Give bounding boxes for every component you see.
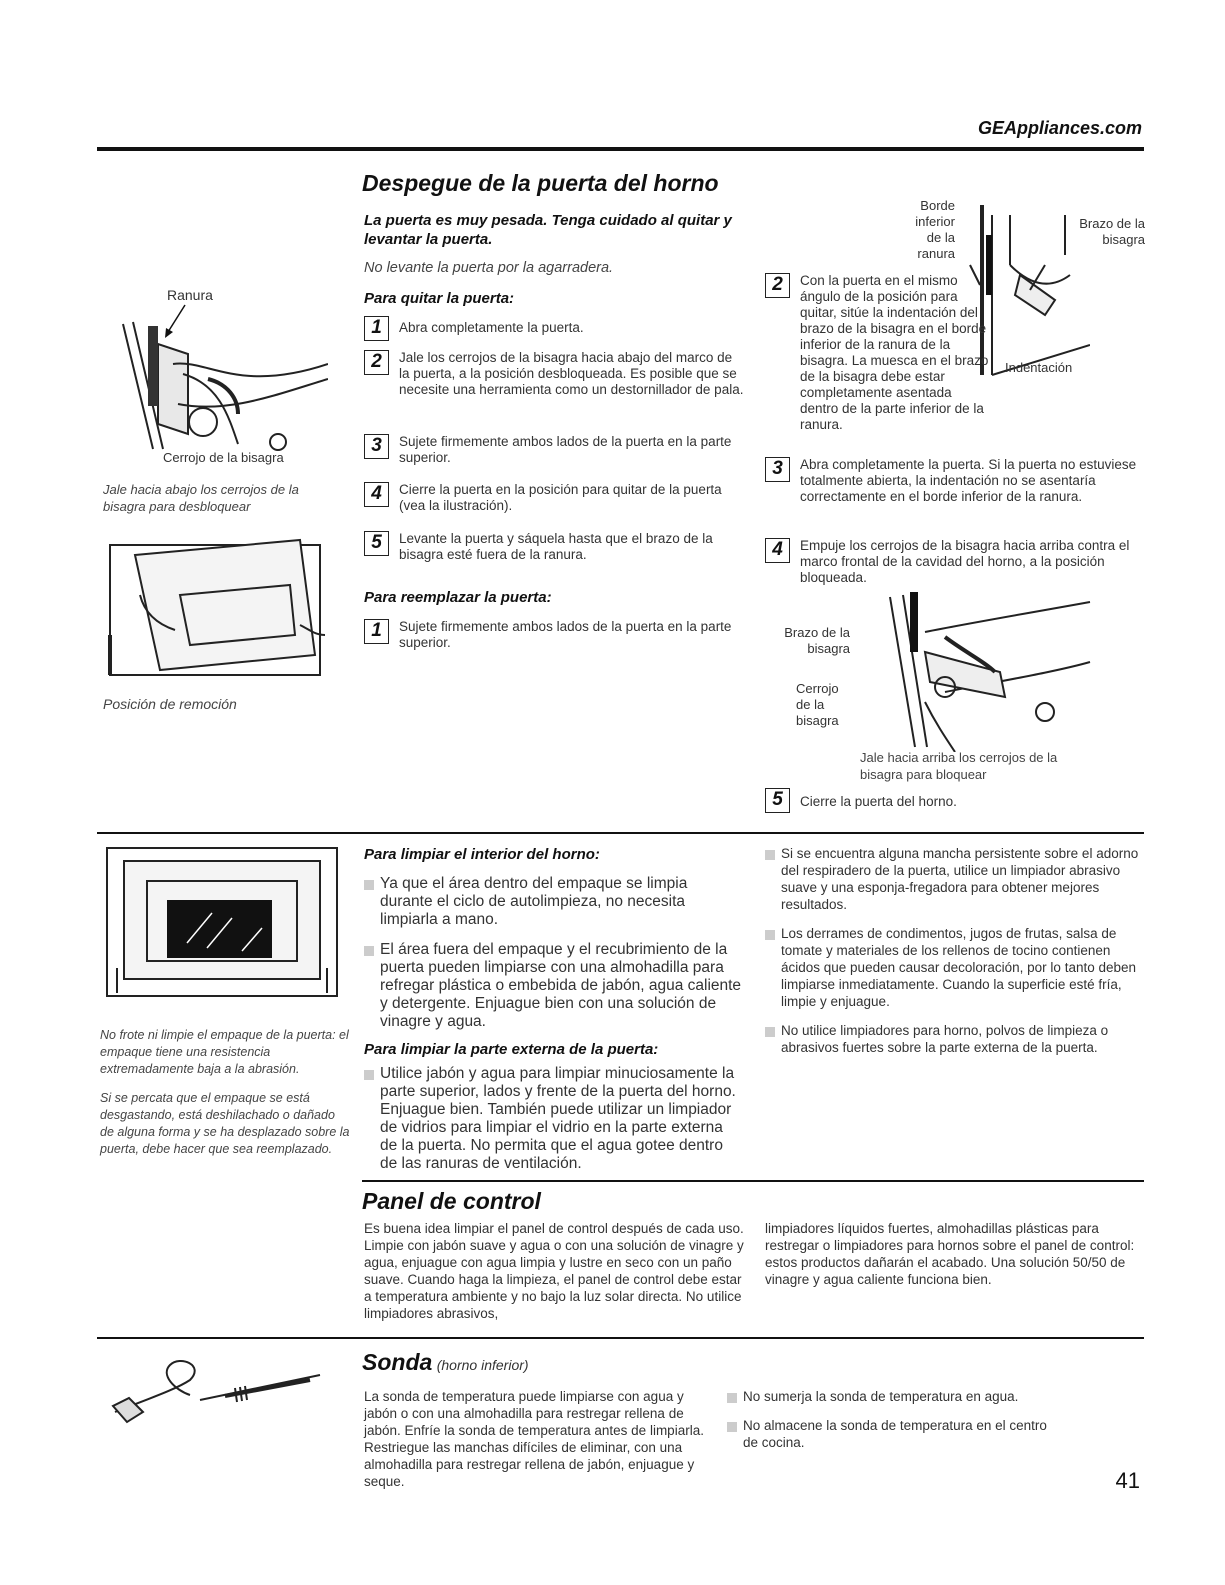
fig-left-caption-2: Posición de remoción — [103, 696, 237, 712]
step-text: Cierre la puerta en la posición para quitar de la puerta (vea la ilustración). — [399, 482, 722, 513]
section-rule — [97, 1337, 1144, 1339]
right-bullet: Los derrames de condimentos, jugos de frutas, salsa de tomate y materiales de los rellenos de tocino contienen ácidos que pueden causar decoloración, por lo tanto deben limpiarse inmediatamente. Cuando la superficie esté fría, limpie y enjuague. — [765, 925, 1143, 1010]
probe-bullet: No almacene la sonda de temperatura en el centro de cocina. — [727, 1417, 1057, 1451]
probe-text: La sonda de temperatura puede limpiarse con agua y jabón o con una almohadilla para restregar rellena de jabón. Enfríe la sonda de temperatura antes de limpiarla. Restriegue las manchas difíciles de eliminar, con una almohadilla para restregar rellena de jabón, enjuague y seque. — [364, 1389, 704, 1489]
right-bullet: Si se encuentra alguna mancha persistente sobre el adorno del respiradero de la puerta, utilice un limpiador abrasivo suave y una esponja-fregadora para obtener mejores resultados. — [765, 845, 1143, 913]
step-number: 5 — [364, 531, 389, 556]
door-title: Despegue de la puerta del horno — [362, 170, 719, 196]
temperature-probe-illustration — [105, 1350, 340, 1425]
remove-step-1 — [364, 316, 744, 341]
step-text: Con la puerta en el mismo ángulo de la posición para quitar, sitúe la indentación del brazo de la bisagra en el borde inferior de la ranura de la bisagra. La muesca en el brazo de la bisagra debe estar completamente asentada dentro de la parte inferior de la ranura. — [800, 273, 989, 432]
remove-step-5 — [364, 531, 744, 563]
step-text: Abra completamente la puerta. Si la puerta no estuviese totalmente abierta, la indentación no se asentaría correctamente en el borde inferior de la ranura. — [800, 457, 1137, 504]
panel-text-left: Es buena idea limpiar el panel de control después de cada uso. Limpie con jabón suave y agua o con una solución de vinagre y agua, enjuague con agua limpia y lustre en seco con un paño suave. Cuando haga la limpieza, el panel de control debe estar a temperatura ambiente y no bajo la luz solar directa. No utilice limpiadores abrasivos, — [364, 1221, 744, 1321]
exterior-title: Para limpiar la parte externa de la puerta: — [364, 1041, 659, 1058]
step-number: 4 — [765, 538, 790, 563]
panel-title: Panel de control — [362, 1188, 541, 1214]
step-number: 2 — [364, 350, 389, 375]
exterior-bullet: Utilice jabón y agua para limpiar minuciosamente la parte superior, lados y frente de la puerta del horno. Enjuague bien. También puede utilizar un limpiador de vidrios para limpiar el vidrio en la parte externa de la puerta. No permita que el agua gotee dentro de las ranuras de ventilación. — [364, 1065, 744, 1173]
section-rule — [97, 832, 1144, 834]
oven-door-gasket-illustration — [102, 843, 342, 1003]
ranura-pointer-arrow — [160, 300, 200, 340]
step-text: Abra completamente la puerta. — [399, 320, 584, 335]
step-text: Sujete firmemente ambos lados de la puerta en la parte superior. — [399, 619, 732, 650]
removal-position-illustration — [100, 535, 328, 680]
step-text: Empuje los cerrojos de la bisagra hacia arriba contra el marco frontal de la cavidad del horno, a la posición bloqueada. — [800, 538, 1130, 585]
label-cerrojo-2: Cerrojo de la bisagra — [796, 681, 839, 728]
probe-title-row — [362, 1349, 529, 1376]
label-ranura: Ranura — [167, 287, 213, 303]
door-note: No levante la puerta por la agarradera. — [364, 260, 614, 276]
fig-left-caption-1: Jale hacia abajo los cerrojos de la bisagra para desbloquear — [103, 482, 299, 514]
interior-bullet: Ya que el área dentro del empaque se limpia durante el ciclo de autolimpieza, no necesita limpiarla a mano. — [364, 875, 744, 929]
step-number: 1 — [364, 316, 389, 341]
label-indentacion: Indentación — [1005, 360, 1073, 375]
remove-step-4 — [364, 482, 744, 514]
fig-right-caption: Jale hacia arriba los cerrojos de la bisagra para bloquear — [860, 750, 1058, 782]
interior-bullet: El área fuera del empaque y el recubrimiento de la puerta pueden limpiarse con una almohadilla para refregar plástica o embebida de jabón, agua caliente y detergente. Enjuague bien con una solución de vinagre y agua. — [364, 941, 744, 1031]
step-number: 3 — [364, 434, 389, 459]
page-number: 41 — [1115, 1468, 1140, 1493]
site-url: GEAppliances.com — [977, 118, 1142, 138]
section-rule — [362, 1180, 1144, 1182]
replace-step-5 — [765, 788, 1145, 813]
interior-title: Para limpiar el interior del horno: — [364, 846, 600, 863]
clean-right-bullets — [765, 845, 1143, 1056]
remove-step-2 — [364, 350, 744, 398]
replace-step-2 — [765, 273, 1145, 443]
replace-step-3 — [765, 457, 1145, 505]
hinge-lock-illustration — [108, 304, 328, 454]
remove-title: Para quitar la puerta: — [364, 290, 515, 307]
probe-title-small: (horno inferior) — [436, 1357, 529, 1373]
step-text: Levante la puerta y sáquela hasta que el brazo de la bisagra esté fuera de la ranura. — [399, 531, 713, 562]
label-borde: Borde inferior de la ranura — [915, 198, 955, 261]
hinge-lock-up-illustration — [855, 592, 1095, 752]
exterior-bullets — [364, 1065, 744, 1173]
replace-step-1 — [364, 619, 744, 651]
step-number: 4 — [364, 482, 389, 507]
probe-title: Sonda — [362, 1349, 433, 1375]
step-number: 1 — [364, 619, 389, 644]
label-cerrojo: Cerrojo de la bisagra — [163, 450, 284, 465]
replace-step-4 — [765, 538, 1145, 586]
step-number: 2 — [765, 273, 790, 298]
header-rule — [97, 147, 1144, 151]
clean-caption-1: No frote ni limpie el empaque de la puerta: el empaque tiene una resistencia extremadamente baja a la abrasión. — [100, 1028, 349, 1076]
probe-bullet: No sumerja la sonda de temperatura en agua. — [727, 1388, 1057, 1405]
step-number: 3 — [765, 457, 790, 482]
door-warning: La puerta es muy pesada. Tenga cuidado al quitar y levantar la puerta. — [364, 212, 732, 248]
panel-text-right: limpiadores líquidos fuertes, almohadillas plásticas para restregar o limpiadores para hornos sobre el panel de control: estos productos dañarán el acabado. Una solución 50/50 de vinagre y agua caliente funciona bien. — [765, 1221, 1135, 1287]
step-text: Jale los cerrojos de la bisagra hacia abajo del marco de la puerta, a la posición desbloqueada. Es posible que se necesite una herramienta como un destornillador de pala. — [399, 350, 744, 397]
label-brazo: Brazo de la bisagra — [1079, 216, 1145, 247]
step-number: 5 — [765, 788, 790, 813]
right-bullet: No utilice limpiadores para horno, polvos de limpieza o abrasivos fuertes sobre la parte externa de la puerta. — [765, 1022, 1143, 1056]
label-brazo-2: Brazo de la bisagra — [784, 625, 850, 656]
probe-bullets — [727, 1388, 1057, 1451]
clean-caption-2: Si se percata que el empaque se está desgastando, está deshilachado o dañado de alguna forma y se ha desplazado sobre la puerta, debe hacer que sea reemplazado. — [100, 1091, 350, 1156]
interior-bullets — [364, 875, 744, 1031]
step-text: Sujete firmemente ambos lados de la puerta en la parte superior. — [399, 434, 732, 465]
step-text: Cierre la puerta del horno. — [800, 794, 957, 809]
replace-title: Para reemplazar la puerta: — [364, 589, 552, 606]
remove-step-3 — [364, 434, 744, 466]
